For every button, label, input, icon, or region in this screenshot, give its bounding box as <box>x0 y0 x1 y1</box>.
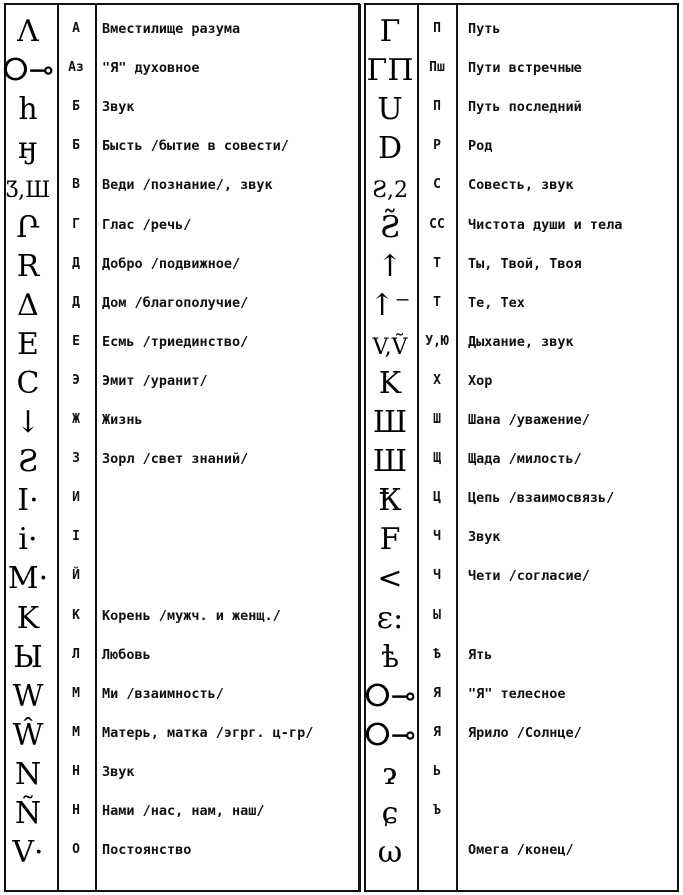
cyrillic-letter: Х <box>433 372 441 388</box>
rune-meaning: Дыхание, звук <box>468 333 574 350</box>
rune-glyph <box>364 560 416 597</box>
table-row <box>0 247 683 283</box>
rune-glyph <box>364 91 416 128</box>
rune-symbol: D <box>377 131 403 167</box>
rune-symbol: ↓ <box>15 405 41 440</box>
rune-meaning: Есмь /триединство/ <box>102 333 249 350</box>
cyrillic-letter: Д <box>72 294 80 310</box>
rune-symbol: W <box>12 678 44 714</box>
rune-symbol: ω <box>377 835 403 871</box>
rune-meaning: Добро /подвижное/ <box>102 255 241 272</box>
cyrillic-letter: Б <box>72 138 80 154</box>
rune-glyph <box>364 209 416 243</box>
cyrillic-letter: Э <box>72 372 80 388</box>
rune-meaning: Постоянство <box>102 842 192 859</box>
rune-glyph <box>364 248 416 282</box>
cyrillic-letter: Н <box>72 763 80 779</box>
rune-symbol: I· <box>17 483 39 519</box>
rune-symbol: Ꙅ,2 <box>371 178 409 204</box>
table-row <box>0 129 683 165</box>
cyrillic-letter: Пш <box>429 60 445 76</box>
table-row <box>0 833 683 869</box>
cyrillic-letter: СС <box>429 216 445 232</box>
cyrillic-letter: Е <box>72 333 80 349</box>
cyrillic-letter: М <box>72 724 80 740</box>
rune-symbol: ⵔ⊸ <box>364 717 416 753</box>
rune-meaning: Ять <box>468 646 493 663</box>
cyrillic-letter: Й <box>72 568 80 584</box>
cyrillic-letter: Д <box>72 255 80 271</box>
rune-glyph <box>364 365 416 399</box>
cyrillic-letter: Т <box>433 255 441 271</box>
rune-symbol: Λ <box>17 14 39 49</box>
cyrillic-letter: П <box>433 21 441 36</box>
rune-symbol: ⵔ⊸ <box>2 53 54 89</box>
rune-symbol: ↑⁻ <box>369 287 411 323</box>
table-row <box>0 716 683 752</box>
rune-symbol: Γ <box>379 14 401 49</box>
rune-symbol: ⵔ⊸ <box>364 678 416 714</box>
rune-glyph <box>364 795 416 829</box>
cyrillic-letter: І <box>72 529 80 545</box>
rune-symbol: ɕ <box>381 796 399 831</box>
cyrillic-letter: А <box>72 21 80 36</box>
rune-meaning: Совесть, звук <box>468 177 574 194</box>
cyrillic-letter: О <box>72 842 80 858</box>
rune-meaning: Любовь <box>102 646 151 663</box>
border-rule <box>4 890 360 892</box>
cyrillic-letter: Я <box>433 724 441 740</box>
table-row <box>0 481 683 517</box>
table-row <box>0 325 683 361</box>
rune-symbol: Ш <box>372 444 408 480</box>
cyrillic-letter: Я <box>433 685 441 701</box>
rune-symbol: C <box>16 365 40 401</box>
cyrillic-letter: Ы <box>433 607 441 623</box>
table-row <box>0 90 683 126</box>
rune-glyph <box>364 169 416 203</box>
rune-symbol: E <box>17 326 39 362</box>
rune-symbol: V,Ṽ <box>372 334 408 360</box>
rune-meaning: "Я" духовное <box>102 60 200 77</box>
rune-symbol: ԑ: <box>376 600 404 636</box>
rune-meaning: Щада /милость/ <box>468 451 582 468</box>
cyrillic-letter: Ш <box>433 412 441 427</box>
cyrillic-letter: М <box>72 685 80 701</box>
rune-meaning: Ты, Твой, Твоя <box>468 255 582 272</box>
rune-symbol: < <box>377 561 403 597</box>
rune-glyph <box>364 600 416 634</box>
table-row <box>0 520 683 556</box>
rune-meaning: Хор <box>468 372 493 389</box>
rune-meaning: Дом /благополучие/ <box>102 294 249 311</box>
cyrillic-letter: Г <box>72 216 80 232</box>
cyrillic-letter: У,Ю <box>425 333 449 349</box>
rune-symbol: R <box>16 248 40 284</box>
rune-meaning: Путь <box>468 21 501 37</box>
cyrillic-letter: Б <box>72 99 80 115</box>
rune-meaning: Звук <box>102 763 135 780</box>
table-row <box>0 208 683 244</box>
rune-symbol: U <box>377 92 403 128</box>
rune-symbol: Ŵ <box>12 717 44 753</box>
cyrillic-letter: Ч <box>433 568 441 584</box>
rune-meaning: Род <box>468 138 493 155</box>
rune-meaning: Жизнь <box>102 412 143 428</box>
table-row <box>0 286 683 322</box>
rune-meaning: Бысть /бытие в совести/ <box>102 138 289 155</box>
rune-glyph <box>364 521 416 558</box>
table-row <box>0 403 683 439</box>
cyrillic-letter: З <box>72 451 80 467</box>
rune-meaning: Глас /речь/ <box>102 216 192 233</box>
rune-symbol: ɂ <box>383 756 397 792</box>
rune-glyph <box>364 443 416 480</box>
rune-meaning: Цепь /взаимосвязь/ <box>468 490 615 507</box>
rune-symbol: M· <box>7 561 49 597</box>
rune-symbol: Ʒ,Ш <box>5 178 51 204</box>
rune-glyph <box>364 287 416 321</box>
rune-symbol: ѣ <box>380 639 400 675</box>
rune-meaning: Пути встречные <box>468 60 582 77</box>
rune-symbol: ӈ <box>18 131 38 167</box>
rune-meaning: Ярило /Солнце/ <box>468 724 582 741</box>
cyrillic-letter: Ж <box>72 412 80 427</box>
table-row <box>0 364 683 400</box>
rune-glyph <box>364 482 416 519</box>
rune-symbol: Ꙅ <box>17 444 39 480</box>
rune-glyph <box>364 717 416 751</box>
rune-symbol: Ñ <box>14 796 42 831</box>
rune-symbol: i· <box>18 522 38 558</box>
rune-meaning: Матерь, матка /эгрг. ц-гр/ <box>102 724 314 741</box>
border-rule <box>364 3 679 5</box>
rune-glyph <box>364 13 416 47</box>
rune-symbol: ↑ <box>377 248 403 284</box>
rune-meaning: Корень /мужч. и женщ./ <box>102 607 281 624</box>
cyrillic-letter: Щ <box>433 451 441 467</box>
rune-meaning: Звук <box>468 529 501 546</box>
border-rule <box>364 890 679 892</box>
rune-symbol: Δ <box>17 287 39 323</box>
rune-symbol: V· <box>12 835 44 871</box>
rune-glyph <box>364 52 416 89</box>
cyrillic-letter: Л <box>72 646 80 662</box>
cyrillic-letter: Ь <box>433 763 441 779</box>
rune-meaning: Ми /взаимность/ <box>102 685 224 702</box>
table-row <box>0 12 683 48</box>
rune-glyph <box>364 678 416 712</box>
cyrillic-letter: Н <box>72 803 80 818</box>
table-row <box>0 638 683 674</box>
table-row <box>0 51 683 87</box>
rune-symbol: Ꝁ <box>378 483 402 519</box>
cyrillic-letter: П <box>433 99 441 115</box>
cyrillic-letter: Ъ <box>433 803 441 818</box>
rune-meaning: Те, Тех <box>468 294 525 311</box>
rune-meaning: Веди /познание/, звук <box>102 177 273 194</box>
cyrillic-letter: Ц <box>433 490 441 506</box>
cyrillic-letter: Ѣ <box>433 646 441 662</box>
cyrillic-letter: Ч <box>433 529 441 545</box>
table-row <box>0 442 683 478</box>
rune-meaning: Вместилище разума <box>102 21 241 37</box>
rune-meaning: Эмит /уранит/ <box>102 372 208 389</box>
rune-meaning: Зорл /свет знаний/ <box>102 451 249 468</box>
rune-meaning: Нами /нас, нам, наш/ <box>102 803 265 819</box>
rune-meaning: Звук <box>102 99 135 116</box>
rune-symbol: F <box>379 522 401 558</box>
rune-meaning: "Я" телесное <box>468 685 566 702</box>
rune-glyph <box>364 756 416 790</box>
rune-symbol: Ы <box>13 639 43 675</box>
rune-meaning: Шана /уважение/ <box>468 412 590 428</box>
rune-symbol: K <box>378 365 402 401</box>
rune-meaning: Омега /конец/ <box>468 842 574 859</box>
table-row <box>0 794 683 830</box>
rune-meaning: Чистота души и тела <box>468 216 623 233</box>
cyrillic-letter: В <box>72 177 80 193</box>
table-row <box>0 755 683 791</box>
rune-glyph <box>364 326 416 360</box>
rune-symbol: N <box>14 756 42 792</box>
rune-symbol: ΓΠ <box>366 53 414 89</box>
rune-symbol: K <box>16 600 40 636</box>
rune-glyph <box>364 404 416 438</box>
table-row <box>0 599 683 635</box>
rune-symbol: h <box>18 92 38 128</box>
cyrillic-letter: Р <box>433 138 441 154</box>
rune-symbol: Ш <box>372 405 408 440</box>
border-rule <box>4 3 360 5</box>
rune-glyph <box>364 834 416 871</box>
cyrillic-letter: И <box>72 490 80 506</box>
rune-meaning: Путь последний <box>468 99 582 116</box>
rune-glyph <box>364 639 416 673</box>
rune-meaning: Чети /согласие/ <box>468 568 590 585</box>
cyrillic-letter: Аз <box>68 60 84 76</box>
rune-symbol: Ꙅ̃ <box>379 209 401 245</box>
rune-symbol: Ր <box>16 209 40 245</box>
cyrillic-letter: Т <box>433 294 441 310</box>
table-row <box>0 559 683 595</box>
table-row <box>0 168 683 204</box>
table-row <box>0 677 683 713</box>
cyrillic-letter: С <box>433 177 441 193</box>
cyrillic-letter: К <box>72 607 80 623</box>
rune-glyph <box>364 130 416 167</box>
